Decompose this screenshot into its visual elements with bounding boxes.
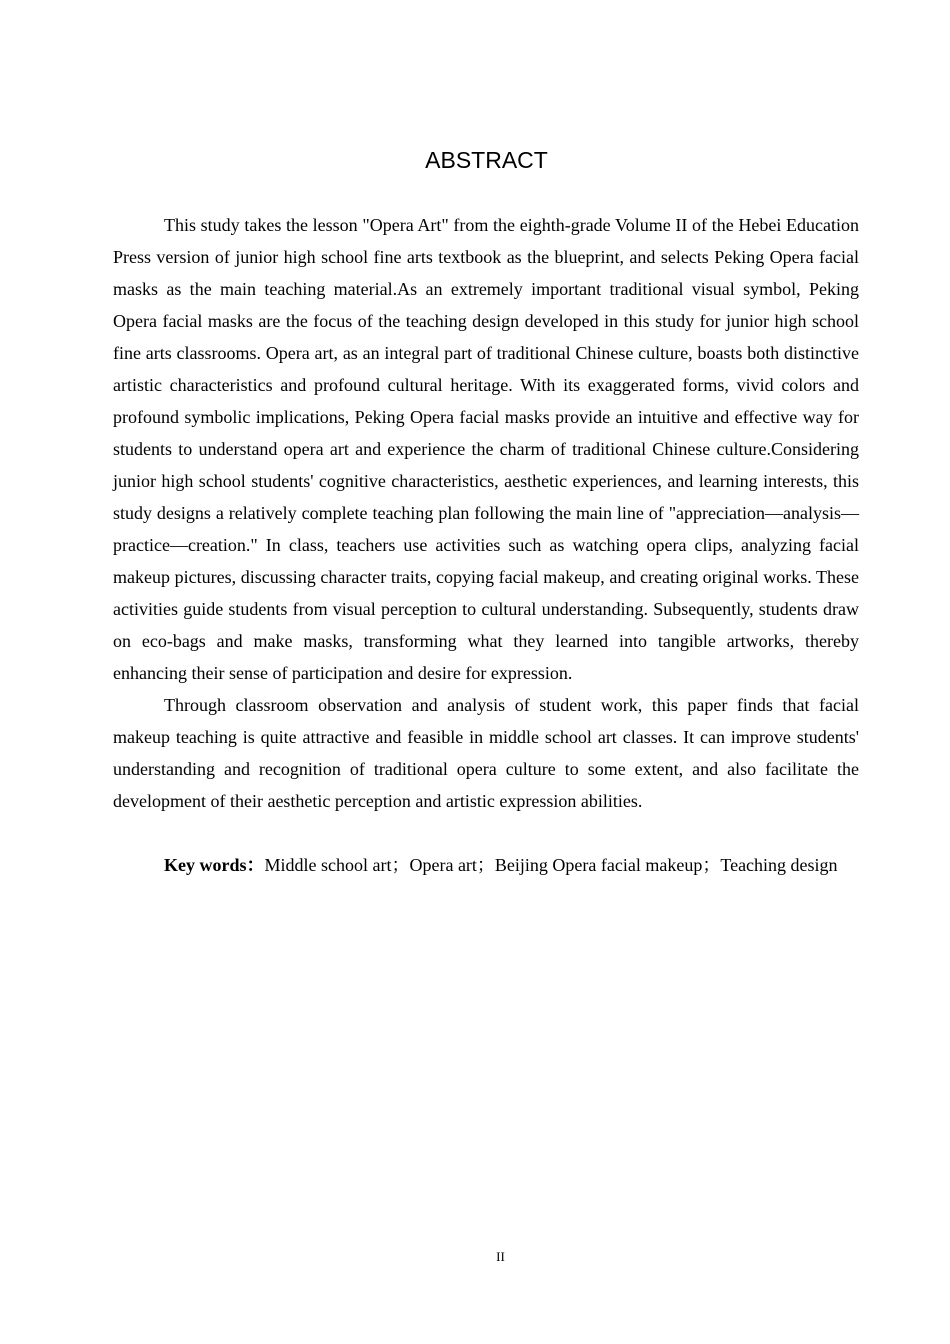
page-number: II [496,1249,505,1264]
keywords-line [113,849,859,881]
abstract-paragraph-2: Through classroom observation and analysis of student work, this paper finds that facial makeup teaching is quite attractive and feasible in middle school art classes. It can improve students' understanding and recognition of traditional opera culture to some extent, and also facilitate the development of their aesthetic perception and artistic expression abilities. [113,695,859,811]
abstract-title: ABSTRACT [425,147,548,173]
keywords-text: Middle school art；Opera art；Beijing Opera facial makeup；Teaching design [264,855,838,875]
abstract-paragraph-1: This study takes the lesson "Opera Art" from the eighth-grade Volume II of the Hebei Education Press version of junior high school fine arts textbook as the blueprint, and selects Peking Opera facial masks as the main teaching material.As an extremely important traditional visual symbol, Peking Opera facial masks are the focus of the teaching design developed in this study for junior high school fine arts classrooms. Opera art, as an integral part of traditional Chinese culture, boasts both distinctive artistic characteristics and profound cultural heritage. With its exaggerated forms, vivid colors and profound symbolic implications, Peking Opera facial masks provide an intuitive and effective way for students to understand opera art and experience the charm of traditional Chinese culture.Considering junior high school students' cognitive characteristics, aesthetic experiences, and learning interests, this study designs a relatively complete teaching plan following the main line of "appreciation—analysis—practice—creation." In class, teachers use activities such as watching opera clips, analyzing facial makeup pictures, discussing character traits, copying facial makeup, and creating original works. These activities guide students from visual perception to cultural understanding. Subsequently, students draw on eco-bags and make masks, transforming what they learned into tangible artworks, thereby enhancing their sense of participation and desire for expression. [113,215,859,683]
keywords-label: Key words： [164,855,265,875]
abstract-body [113,209,859,881]
